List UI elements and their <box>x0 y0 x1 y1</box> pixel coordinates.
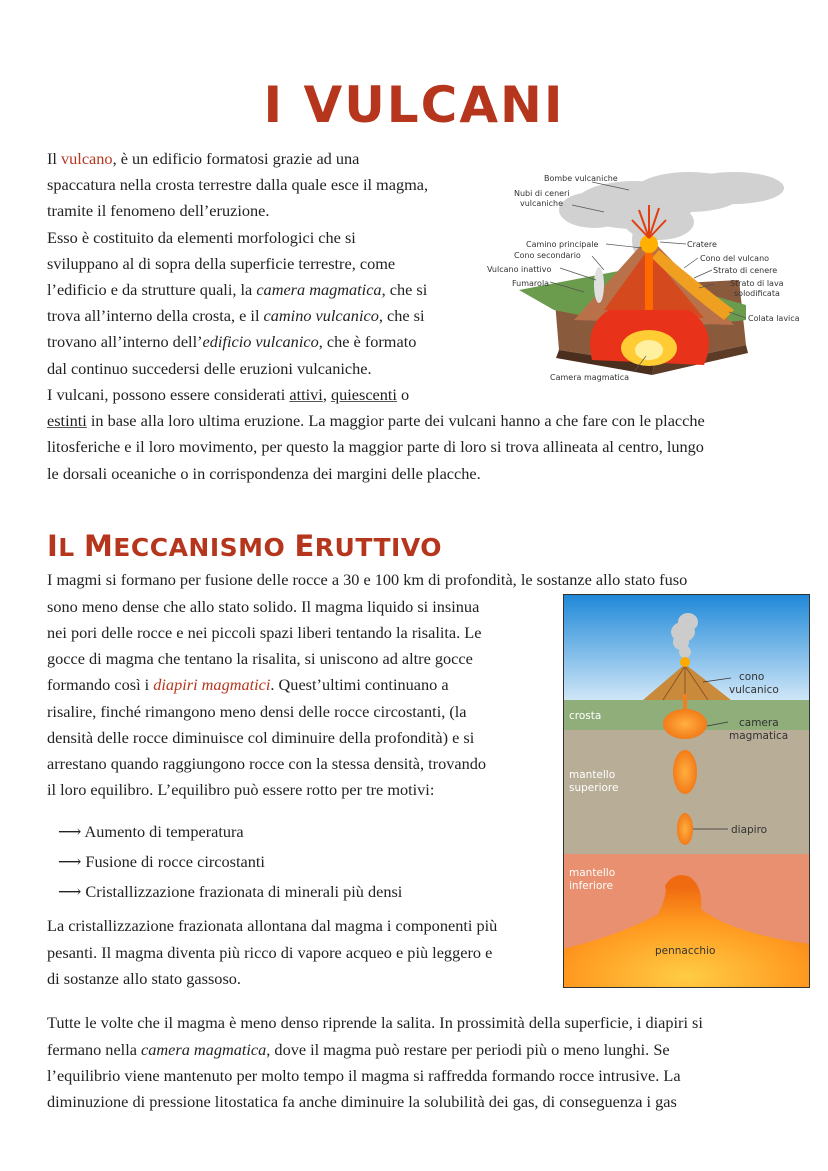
term-attivi: attivi <box>289 385 323 404</box>
p1-line-9: il loro equilibro. L’equilibro può essere rotto per tre motivi: <box>47 780 435 799</box>
label-cono-2: vulcanico <box>729 684 779 696</box>
label-strato-lava-1: Strato di lava <box>730 279 784 288</box>
p1-line-4: gocce di magma che tentano la risalita, si uniscono ad altre gocce <box>47 649 473 668</box>
intro-line-8: trovano all’interno dell’edificio vulcanico, che è formato <box>47 332 417 351</box>
list-item: ⟶ Aumento di temperatura <box>58 822 244 841</box>
p3-line-1: Tutte le volte che il magma è meno denso riprende la salita. In prossimità della superficie, i diapiri si <box>47 1013 703 1032</box>
p2-line-3: di sostanze allo stato gassoso. <box>47 969 241 988</box>
label-vulcano-inattivo: Vulcano inattivo <box>487 265 552 274</box>
p1-line-1: I magmi si formano per fusione delle rocce a 30 e 100 km di profondità, le sostanze allo stato fuso <box>47 570 688 589</box>
page-title: I VULCANI <box>263 76 565 134</box>
p1-line-7: densità delle rocce diminuisce col diminuire della profondità) e si <box>47 728 475 747</box>
magma-chamber-blob <box>663 709 707 739</box>
label-mantello-inferiore-1: mantello <box>569 867 616 879</box>
p3-line-3: l’equilibrio viene mantenuto per molto tempo il magma si raffredda formando rocce intrusive. La <box>47 1066 681 1085</box>
intro-line-13: le dorsali oceaniche o in corrispondenza dei margini delle placche. <box>47 464 481 483</box>
diapir-diagram <box>563 594 810 988</box>
label-strato-cenere: Strato di cenere <box>713 266 778 275</box>
label-cono-1: cono <box>739 671 765 683</box>
label-nubi-2: vulcaniche <box>520 199 564 208</box>
label-camera: Camera magmatica <box>550 373 630 382</box>
label-mantello-superiore-2: superiore <box>569 782 619 794</box>
p2-line-2: pesanti. Il magma diventa più ricco di vapore acqueo e più leggero e <box>47 943 493 962</box>
intro-line-2: spaccatura nella crosta terrestre dalla quale esce il magma, <box>47 175 429 194</box>
label-pennacchio: pennacchio <box>655 945 716 957</box>
label-fumarola: Fumarola <box>512 279 550 288</box>
intro-line-7: trova all’interno della crosta, e il camino vulcanico, che si <box>47 306 425 325</box>
p1-line-6: risalire, finché rimangono meno densi delle rocce circostanti, (la <box>47 702 467 721</box>
label-mantello-superiore-1: mantello <box>569 769 616 781</box>
label-crosta: crosta <box>569 710 602 722</box>
term-camera-magmatica: camera magmatica <box>256 280 382 299</box>
label-bombe: Bombe vulcaniche <box>544 174 618 183</box>
list-item: ⟶ Fusione di rocce circostanti <box>58 852 265 871</box>
term-diapiri-magmatici: diapiri magmatici <box>153 675 271 694</box>
term-quiescenti: quiescenti <box>330 385 397 404</box>
volcano-diagram <box>484 160 814 388</box>
term-vulcano: vulcano <box>61 149 113 168</box>
label-camino: Camino principale <box>526 240 599 249</box>
intro-line-3: tramite il fenomeno dell’eruzione. <box>47 201 270 220</box>
p2-line-1: La cristallizzazione frazionata allontana dal magma i componenti più <box>47 916 498 935</box>
label-cratere: Cratere <box>687 240 717 249</box>
label-cono-vulcano: Cono del vulcano <box>700 254 770 263</box>
term-edificio-vulcanico: edificio vulcanico <box>202 332 319 351</box>
intro-line-1: Il vulcano, è un edificio formatosi grazie ad una <box>47 149 360 168</box>
p1-line-8: arrestano quando raggiungono rocce con la stessa densità, trovando <box>47 754 486 773</box>
intro-line-4: Esso è costituito da elementi morfologici che si <box>47 228 356 247</box>
label-mantello-inferiore-2: inferiore <box>569 880 613 892</box>
term-camera-magmatica-2: camera magmatica <box>141 1040 267 1059</box>
p1-line-3: nei pori delle rocce e nei piccoli spazi liberi tentando la risalita. Le <box>47 623 482 642</box>
intro-line-9: dal continuo succedersi delle eruzioni vulcaniche. <box>47 359 372 378</box>
term-camino-vulcanico: camino vulcanico <box>263 306 379 325</box>
diapir-lower <box>677 813 693 845</box>
label-nubi-1: Nubi di ceneri <box>514 189 570 198</box>
intro-line-12: litosferiche e il loro movimento, per questo la maggior parte di loro si trova allineata al centro, lungo <box>47 437 704 456</box>
p1-line-5: formando così i diapiri magmatici. Quest’ultimi continuano a <box>47 675 449 694</box>
intro-line-11: estinti in base alla loro ultima eruzione. La maggior parte dei vulcani hanno a che fare con le placche <box>47 411 705 430</box>
p3-line-4: diminuzione di pressione litostatica fa anche diminuire la solubilità dei gas, di conseguenza i gas <box>47 1092 677 1111</box>
label-colata: Colata lavica <box>748 314 800 323</box>
section-heading-meccanismo: IL MECCANISMO ERUTTIVO <box>47 529 442 563</box>
label-diapiro: diapiro <box>731 824 768 836</box>
diapir-upper <box>673 750 697 794</box>
label-strato-lava-2: solodificata <box>734 289 780 298</box>
label-cono-secondario: Cono secondario <box>514 251 581 260</box>
intro-line-5: sviluppano al di sopra della superficie terrestre, come <box>47 254 396 273</box>
term-estinti: estinti <box>47 411 87 430</box>
p1-line-2: sono meno dense che allo stato solido. Il magma liquido si insinua <box>47 597 480 616</box>
p3-line-2: fermano nella camera magmatica, dove il magma può restare per periodi più o meno lunghi. Se <box>47 1040 670 1059</box>
label-camera-1: camera <box>739 717 779 729</box>
causes-list <box>58 817 402 907</box>
intro-line-6: l’edificio e da strutture quali, la camera magmatica, che si <box>47 280 428 299</box>
list-item: ⟶ Cristallizzazione frazionata di minerali più densi <box>58 882 403 901</box>
label-camera-2: magmatica <box>729 730 789 742</box>
intro-line-10: I vulcani, possono essere considerati attivi, quiescenti o <box>47 385 410 404</box>
